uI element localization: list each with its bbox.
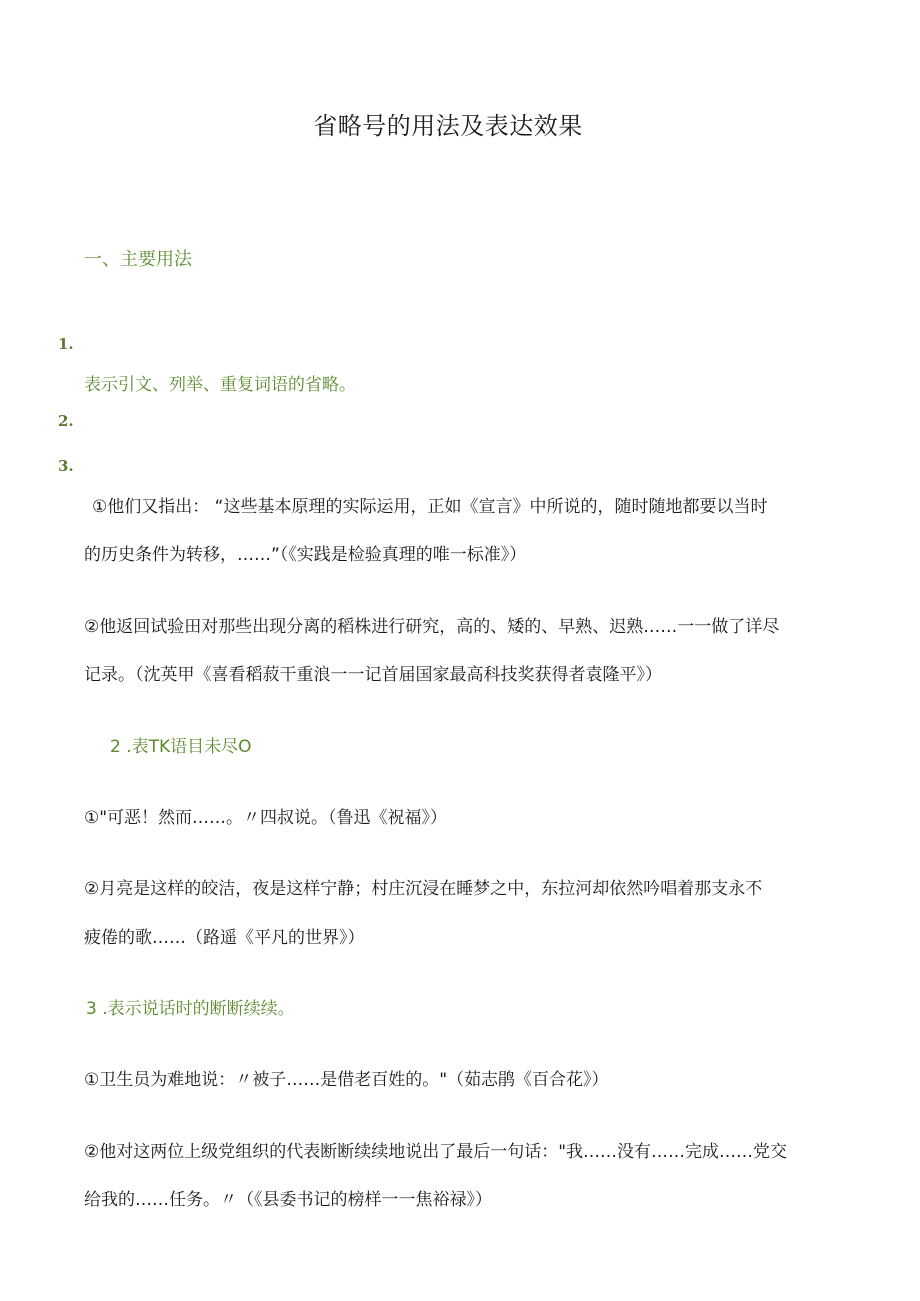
list-number-3: 3. [58, 457, 74, 475]
usage-2-example-2-line-1: ②月亮是这样的皎洁，夜是这样宁静；村庄沉浸在睡梦之中，东拉河却依然吟唱着那支永不 [84, 879, 763, 899]
usage-3-example-2-line-1: ②他对这两位上级党组织的代表断断续续地说出了最后一句话："我……没有……完成……党交 [84, 1142, 788, 1162]
usage-2-example-2-line-2: 疲倦的歌……（路遥《平凡的世界》） [84, 928, 365, 948]
usage-1-example-1-line-1: ①他们又指出： “这些基本原理的实际运用，正如《宣言》中所说的，随时随地都要以当时 [92, 497, 768, 517]
list-number-2: 2. [58, 412, 74, 430]
usage-3-example-2-line-2: 给我的……任务。〃（《县委书记的榜样一一焦裕禄》） [84, 1190, 492, 1210]
usage-1-text: 表示引文、列举、重复词语的省略。 [84, 375, 356, 395]
usage-1-example-2-line-1: ②他返回试验田对那些出现分离的稻株进行研究，高的、矮的、早熟、迟熟……一一做了详尽 [84, 617, 780, 637]
usage-1-example-1-line-2: 的历史条件为转移，……”（《实践是检验真理的唯一标准》） [84, 545, 527, 565]
usage-2-example-1-line-1: ①"可恶！然而……。〃四叔说。（鲁迅《祝福》） [84, 808, 448, 828]
section-heading: 一、主要用法 [84, 249, 192, 270]
document-title: 省略号的用法及表达效果 [313, 112, 583, 140]
usage-3-text: 3 .表示说话时的断断续续。 [86, 999, 295, 1019]
usage-3-example-1-line-1: ①卫生员为难地说：〃被子……是借老百姓的。"（茹志鹃《百合花》） [84, 1070, 609, 1090]
usage-1-example-2-line-2: 记录。（沈英甲《喜看稻菽干重浪一一记首届国家最高科技奖获得者袁隆平》） [84, 665, 662, 685]
usage-2-text: 2 .表TK语目未尽O [110, 737, 252, 757]
list-number-1: 1. [58, 335, 74, 353]
